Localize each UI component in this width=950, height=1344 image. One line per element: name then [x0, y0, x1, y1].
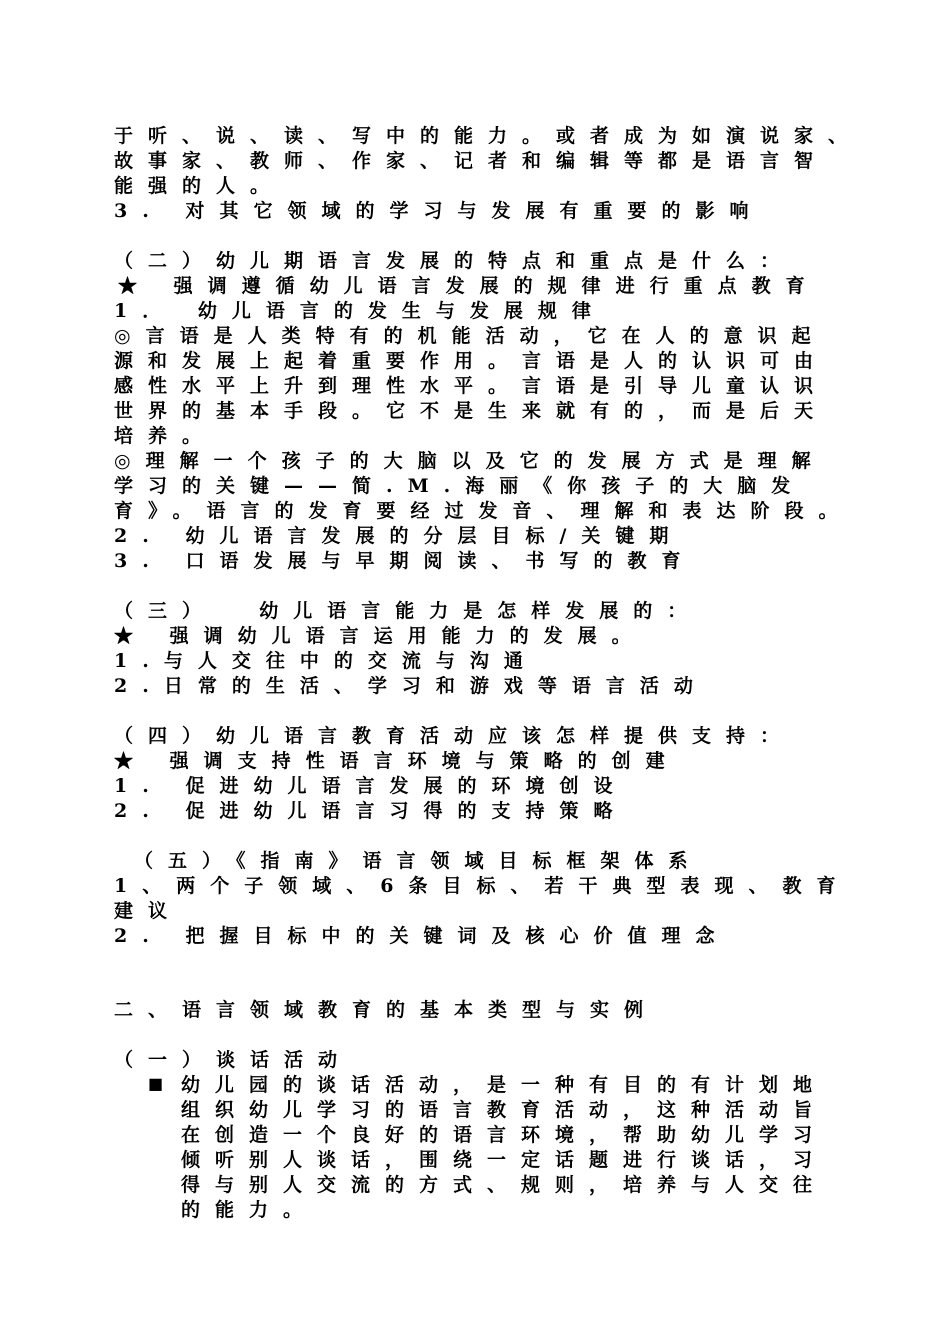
text-line: 于听、说、读、写中的能力。或者成为如演说家、	[114, 125, 863, 147]
text-line: ◎理解一个孩子的大脑以及它的发展方式是理解	[114, 450, 826, 472]
text-line: 组织幼儿学习的语言教育活动，这种活动旨	[181, 1099, 828, 1121]
star-point: ★ 强调遵循幼儿语言发展的规律进行重点教育	[118, 275, 820, 297]
section-heading: （五）《指南》语言领域目标框架体系	[134, 850, 703, 872]
list-item: 2. 幼儿语言发展的分层目标/关键期	[114, 525, 684, 547]
text-line: 世界的基本手段。它不是生来就有的，而是后天	[114, 400, 829, 422]
text-line: 育》。语言的发育要经过发音、理解和表达阶段。	[114, 500, 853, 522]
text-line: 能强的人。	[114, 175, 285, 197]
list-item: 1． 幼儿语言的发生与发展规律	[114, 300, 606, 322]
square-bullet-icon: ■	[148, 1074, 164, 1093]
star-point: ★ 强调幼儿语言运用能力的发展。	[114, 625, 646, 647]
text-line: ◎言语是人类特有的机能活动，它在人的意识起	[114, 325, 826, 347]
subsection-heading: （一）谈话活动	[114, 1049, 353, 1071]
text-line: 建议	[114, 900, 183, 922]
text-line: 故事家、教师、作家、记者和编辑等都是语言智	[114, 150, 829, 172]
list-item: 1.与人交往中的交流与沟通	[114, 650, 538, 672]
section-heading: （四）幼儿语言教育活动应该怎样提供支持：	[114, 725, 795, 747]
text-line: 感性水平上升到理性水平。言语是引导儿童认识	[114, 375, 829, 397]
text-line: 倾听别人谈话，围绕一定话题进行谈话，习	[181, 1149, 828, 1171]
list-item: 2. 促进幼儿语言习得的支持策略	[114, 800, 628, 822]
section-heading: （二）幼儿期语言发展的特点和重点是什么：	[114, 250, 795, 272]
text-line: 得与别人交流的方式、规则，培养与人交往	[181, 1174, 828, 1196]
list-item: 2.日常的生活、学习和游戏等语言活动	[114, 675, 708, 697]
text-line: 的能力。	[181, 1199, 318, 1221]
list-item: 3. 口语发展与早期阅读、书写的教育	[114, 550, 696, 572]
list-item: 1、两个子领域、6条目标、若干典型表现、教育	[114, 875, 851, 897]
section-heading: （三） 幼儿语言能力是怎样发展的：	[114, 600, 702, 622]
list-item: 1. 促进幼儿语言发展的环境创设	[114, 775, 628, 797]
text-line: 学习的关键——简.M.海丽《你孩子的大脑发	[114, 475, 806, 497]
text-line: 源和发展上起着重要作用。言语是人的认识可由	[114, 350, 829, 372]
text-line: 在创造一个良好的语言环境，帮助幼儿学习	[181, 1124, 828, 1146]
text-line: 培养。	[114, 425, 217, 447]
star-point: ★ 强调支持性语言环境与策略的创建	[114, 750, 680, 772]
part-heading: 二、语言领域教育的基本类型与实例	[114, 999, 659, 1021]
list-item: 3. 对其它领域的学习与发展有重要的影响	[114, 200, 764, 222]
text-line: 幼儿园的谈话活动，是一种有目的有计划地	[181, 1074, 828, 1096]
list-item: 2. 把握目标中的关键词及核心价值理念	[114, 925, 730, 947]
